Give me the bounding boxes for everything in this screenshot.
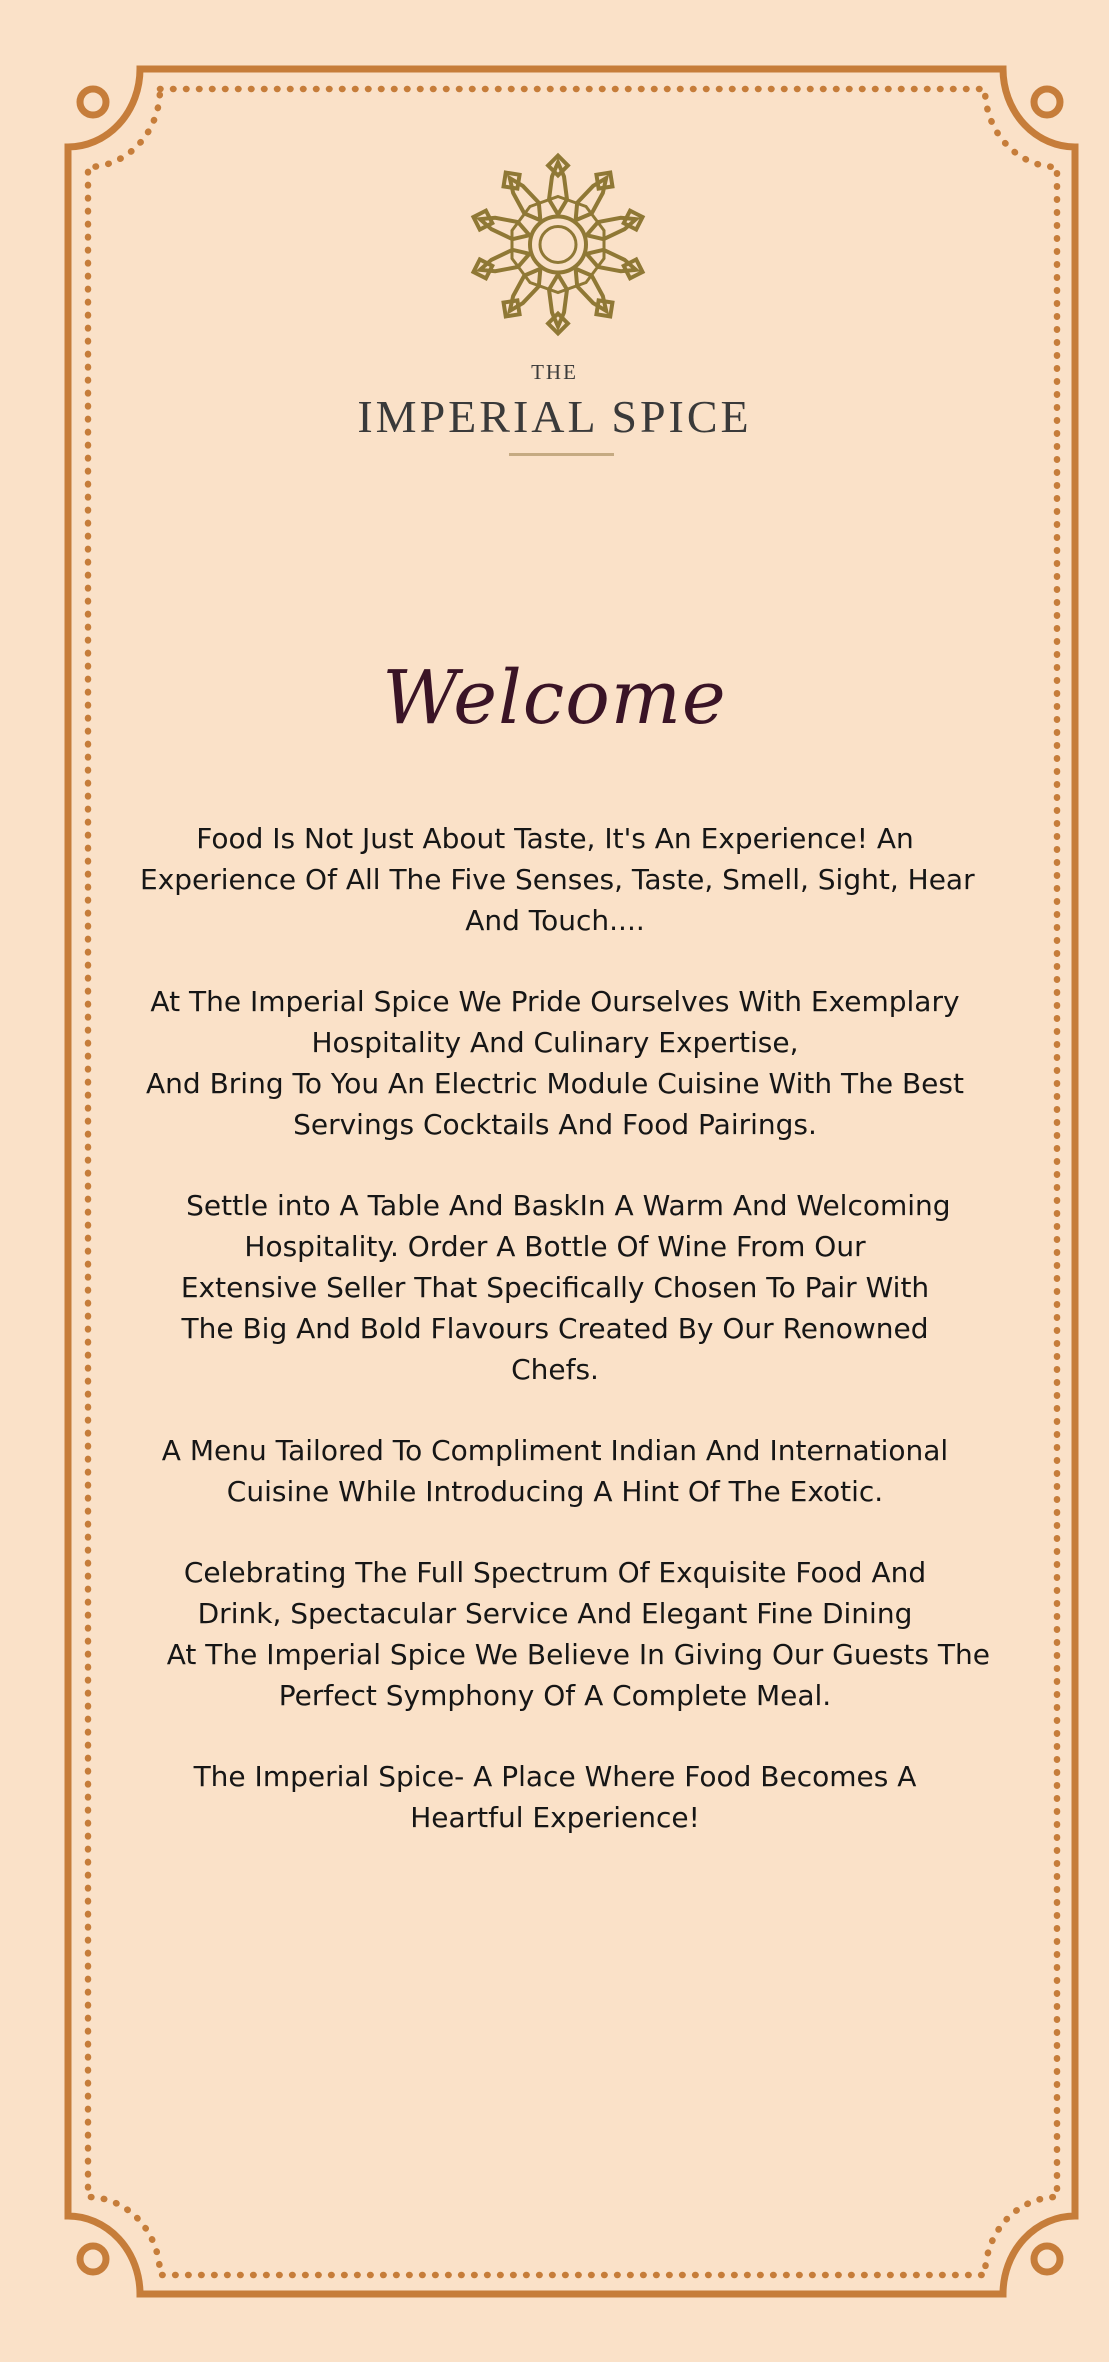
- paragraph-experience: [140, 818, 975, 941]
- paragraph-wine: [140, 1185, 970, 1390]
- text-line: Chefs.: [511, 1353, 599, 1386]
- text-line: And Touch....: [465, 904, 645, 937]
- text-line: Servings Cocktails And Food Pairings.: [293, 1108, 817, 1141]
- text-line: Food Is Not Just About Taste, It's An Experience! An: [196, 822, 914, 855]
- text-line: At The Imperial Spice We Pride Ourselves With Exemplary: [150, 985, 960, 1018]
- text-line: Experience Of All The Five Senses, Taste, Smell, Sight, Hear: [140, 863, 975, 896]
- corner-ring-bottom-left: [80, 2246, 106, 2272]
- paragraph-celebration: [140, 1552, 990, 1716]
- text-line: Drink, Spectacular Service And Elegant Fine Dining: [197, 1597, 913, 1630]
- text-line: Hospitality. Order A Bottle Of Wine From Our: [244, 1230, 866, 1263]
- text-line: The Big And Bold Flavours Created By Our Renowned: [181, 1312, 929, 1345]
- welcome-heading: Welcome: [382, 655, 727, 741]
- paragraph-hospitality: [140, 981, 970, 1145]
- paragraph-menu: [140, 1430, 970, 1512]
- text-line: Settle into A Table And BaskIn A Warm And Welcoming: [159, 1189, 951, 1222]
- text-line: A Menu Tailored To Compliment Indian And International: [161, 1434, 949, 1467]
- text-line: The Imperial Spice- A Place Where Food Becomes A: [193, 1760, 917, 1793]
- welcome-body: [140, 818, 990, 1878]
- text-line: At The Imperial Spice We Believe In Giving Our Guests The: [140, 1638, 990, 1671]
- corner-ring-top-left: [80, 89, 106, 115]
- text-line: Extensive Seller That Specifically Chosen To Pair With: [180, 1271, 930, 1304]
- brand-prefix: THE: [531, 360, 578, 384]
- text-line: Hospitality And Culinary Expertise,: [311, 1026, 799, 1059]
- text-line: Cuisine While Introducing A Hint Of The Exotic.: [226, 1475, 884, 1508]
- text-line: Celebrating The Full Spectrum Of Exquisite Food And: [183, 1556, 927, 1589]
- text-line: And Bring To You An Electric Module Cuisine With The Best: [146, 1067, 964, 1100]
- corner-ring-top-right: [1034, 89, 1060, 115]
- corner-ring-bottom-right: [1034, 2246, 1060, 2272]
- brand-underline: [509, 453, 614, 456]
- mandala-star-icon: [468, 152, 648, 337]
- text-line: Perfect Symphony Of A Complete Meal.: [278, 1679, 832, 1712]
- brand-name: IMPERIAL SPICE: [357, 391, 752, 442]
- text-line: Heartful Experience!: [410, 1801, 700, 1834]
- paragraph-closing: [140, 1756, 970, 1838]
